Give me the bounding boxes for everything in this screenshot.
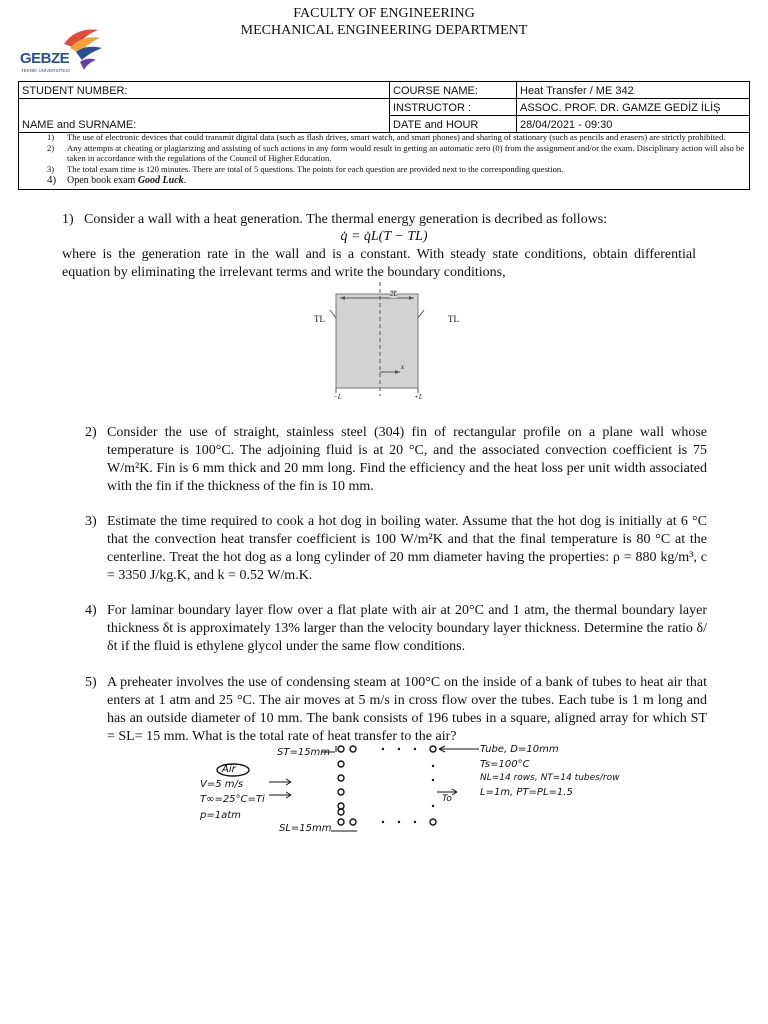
department-title: MECHANICAL ENGINEERING DEPARTMENT [240, 23, 528, 38]
question-number: 2) [85, 425, 97, 440]
wall-figure [300, 278, 470, 404]
question-number: 4) [85, 603, 97, 618]
rows-tubes-label: NL=14 rows, NT=14 tubes/row [480, 773, 620, 783]
question-number: 5) [85, 675, 97, 690]
velocity-label: V=5 m/s [200, 779, 244, 790]
date-hour-label: DATE and HOUR [390, 116, 517, 133]
faculty-title: FACULTY OF ENGINEERING [293, 6, 475, 21]
left-edge-label: −L [333, 393, 342, 401]
instructor-label: INSTRUCTOR : [390, 99, 517, 116]
logo-subtext: TEKNİK ÜNİVERSİTESİ [21, 68, 70, 73]
air-label: Air [222, 764, 236, 775]
transverse-pitch-label: ST=15mm [277, 747, 331, 758]
longitudinal-pitch-label: SL=15mm [279, 823, 332, 834]
logo-wordmark: GEBZE [20, 50, 70, 67]
course-name-value: Heat Transfer / ME 342 [517, 82, 750, 99]
right-temp-label: TL [448, 314, 459, 324]
inlet-temp-label: T∞=25°C=Ti [200, 794, 265, 805]
good-luck-text: Good Luck [137, 175, 184, 186]
rule-text: The use of electronic devices that could transmit digital data (such as flash drives, smart watch, and smart phones) and sharing of stationary (such as pencils and erasers) are strictly prohibited. [67, 132, 726, 142]
rule-text: Open book exam [67, 175, 136, 186]
tube-diameter-label: Tube, D=10mm [480, 744, 559, 755]
question-text: Consider a wall with a heat generation. The thermal energy generation is decribed as follows: [84, 212, 608, 227]
generation-equation: q̇ = q̇L(T − TL) [340, 229, 428, 244]
rule-item [19, 164, 749, 175]
length-pitch-label: L=1m, PT=PL=1.5 [480, 787, 573, 798]
date-hour-value: 28/04/2021 - 09:30 [517, 116, 750, 133]
question-1-continued: where is the generation rate in the wall and is a constant. With steady state conditions, obtain differential equation by eliminating the irrelevant terms and write the boundary conditions, [62, 247, 696, 280]
exam-rules [18, 131, 750, 190]
blank-cell [19, 99, 390, 116]
question-text: Estimate the time required to cook a hot dog in boiling water. Assume that the hot dog is initially at 6 °C that the convection heat transfer coefficient is 100 W/m²K and that the final temperature is 80 °C at the centerline. Treat the hot dog as a long cylinder of 20 mm diameter having the properties: ρ = 880 kg/m³, c = 3350 J/kg.K, and k = 0.52 W/m.K. [107, 514, 707, 583]
pressure-label: p=1atm [200, 810, 241, 821]
instructor-value: ASSOC. PROF. DR. GAMZE GEDİZ İLİŞ [517, 99, 750, 116]
course-name-label: COURSE NAME: [390, 82, 517, 99]
rule-number: 2) [47, 142, 55, 153]
rule-item [19, 143, 749, 164]
rule-item [19, 132, 749, 143]
rule-number: 4) [47, 174, 57, 186]
university-logo [20, 26, 112, 78]
question-text: A preheater involves the use of condensing steam at 100°C on the inside of a bank of tubes to heat air that enters at 1 atm and 25 °C. The air moves at 5 m/s in cross flow over the tubes. Each tube is 1 m long and has an outside diameter of 10 mm. The bank consists of 196 tubes in a square, aligned array for which ST = SL= 15 mm. What is the total rate of heat transfer to the air? [107, 675, 707, 744]
question-4 [85, 602, 707, 660]
left-temp-label: TL [314, 314, 325, 324]
rule-number: 1) [47, 132, 55, 142]
rule-text: The total exam time is 120 minutes. There are total of 5 questions. The points for each question are provided next to the corresponding question. [67, 163, 564, 174]
question-number: 1) [62, 212, 74, 227]
question-5 [85, 674, 707, 750]
right-edge-label: +L [414, 393, 423, 401]
question-text: Consider the use of straight, stainless steel (304) fin of rectangular profile on a plane wall whose temperature is 100°C. The adjoining fluid is at 20 °C, and the associated convection coefficient is 75 W/m²K. Fin is 6 mm thick and 20 mm long. Find the efficiency and the heat loss per unit width associated with the fin if the thickness of the fin is 10 mm. [107, 425, 707, 494]
rule-item: 4) Open book exam Good Luck. [47, 174, 187, 186]
question-text: For laminar boundary layer flow over a flat plate with air at 20°C and 1 atm, the thermal boundary layer thickness δt is approximately 13% larger than the velocity boundary layer thickness. Determine the ratio δ/δt if the fluid is ethylene glycol under the same flow conditions. [107, 603, 707, 654]
student-number-label: STUDENT NUMBER: [19, 82, 390, 99]
rule-text: Any attempts at cheating or plagiarizing and assisting of such actions in any form would result in getting an automatic zero (0) from the assignment and/or the exam. Disciplinary action will also be taken in accordance with the regulations of the Council of Higher Education. [67, 142, 745, 163]
width-label: 2L [390, 290, 398, 298]
question-3 [85, 513, 707, 589]
student-info-table [18, 81, 750, 133]
rule-number: 3) [47, 163, 55, 174]
surface-temp-label: Ts=100°C [480, 759, 530, 770]
x-axis-label: x [401, 363, 405, 371]
name-surname-label: NAME and SURNAME: [19, 116, 390, 133]
question-number: 3) [85, 514, 97, 529]
outlet-temp-label: To [442, 794, 452, 804]
question-2 [85, 424, 707, 500]
